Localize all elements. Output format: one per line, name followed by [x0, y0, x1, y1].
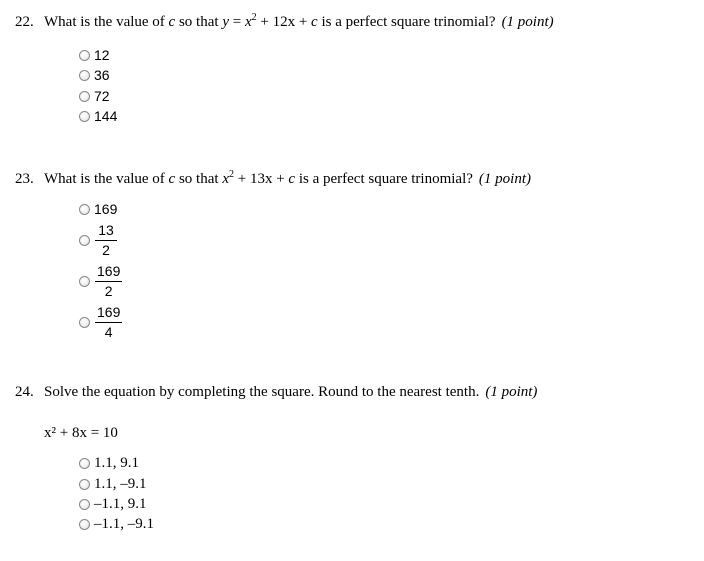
radio-button[interactable]	[79, 479, 90, 490]
radio-button[interactable]	[79, 91, 90, 102]
question-number: 22.	[15, 14, 34, 30]
radio-button[interactable]	[79, 317, 90, 328]
answer-option-36[interactable]: 36	[79, 67, 110, 83]
points-label: (1 point)	[478, 171, 531, 187]
points-label: (1 point)	[485, 384, 538, 400]
answer-option-72[interactable]: 72	[79, 88, 110, 104]
answer-option-169-over-4[interactable]	[79, 304, 121, 341]
numerator: 13	[98, 222, 114, 238]
fraction-bar	[95, 240, 117, 241]
fraction	[96, 263, 121, 300]
radio-button[interactable]	[79, 204, 90, 215]
radio-button[interactable]	[79, 519, 90, 530]
question-stem: Solve the equation by completing the square. Round to the nearest tenth. (1 point)	[44, 384, 538, 400]
answer-option-b[interactable]: 1.1, –9.1	[79, 476, 147, 493]
radio-button[interactable]	[79, 276, 90, 287]
question-number: 23.	[15, 171, 34, 187]
fraction-bar	[95, 322, 122, 323]
denominator: 2	[102, 242, 110, 258]
fraction-bar	[95, 281, 122, 282]
fraction	[96, 304, 121, 341]
radio-button[interactable]	[79, 70, 90, 81]
denominator: 2	[104, 283, 113, 299]
answer-option-12[interactable]: 12	[79, 47, 110, 63]
question-number: 24.	[15, 384, 34, 400]
fraction	[96, 222, 116, 259]
radio-button[interactable]	[79, 111, 90, 122]
denominator: 4	[104, 324, 113, 340]
answer-option-c[interactable]: –1.1, 9.1	[79, 496, 147, 513]
question-stem: What is the value of c so that $x^2 + 13x + c$ is a perfect square trinomial? (1 point)	[44, 169, 531, 187]
radio-button[interactable]	[79, 235, 90, 246]
answer-option-169[interactable]: 169	[79, 201, 117, 217]
radio-button[interactable]	[79, 458, 90, 469]
numerator: 169	[97, 263, 121, 279]
answer-option-144[interactable]: 144	[79, 108, 117, 124]
answer-option-a[interactable]: 1.1, 9.1	[79, 455, 139, 472]
numerator: 169	[97, 304, 121, 320]
answer-option-13-over-2[interactable]	[79, 222, 116, 259]
points-label: (1 point)	[501, 14, 554, 30]
question-stem: What is the value of c so that $y = x^2 + 12x + c$ is a perfect square trinomial? (1 point)	[44, 12, 554, 30]
radio-button[interactable]	[79, 50, 90, 61]
equation: x² + 8x = 10	[44, 425, 118, 441]
answer-option-169-over-2[interactable]	[79, 263, 121, 300]
answer-option-d[interactable]: –1.1, –9.1	[79, 516, 154, 533]
radio-button[interactable]	[79, 499, 90, 510]
